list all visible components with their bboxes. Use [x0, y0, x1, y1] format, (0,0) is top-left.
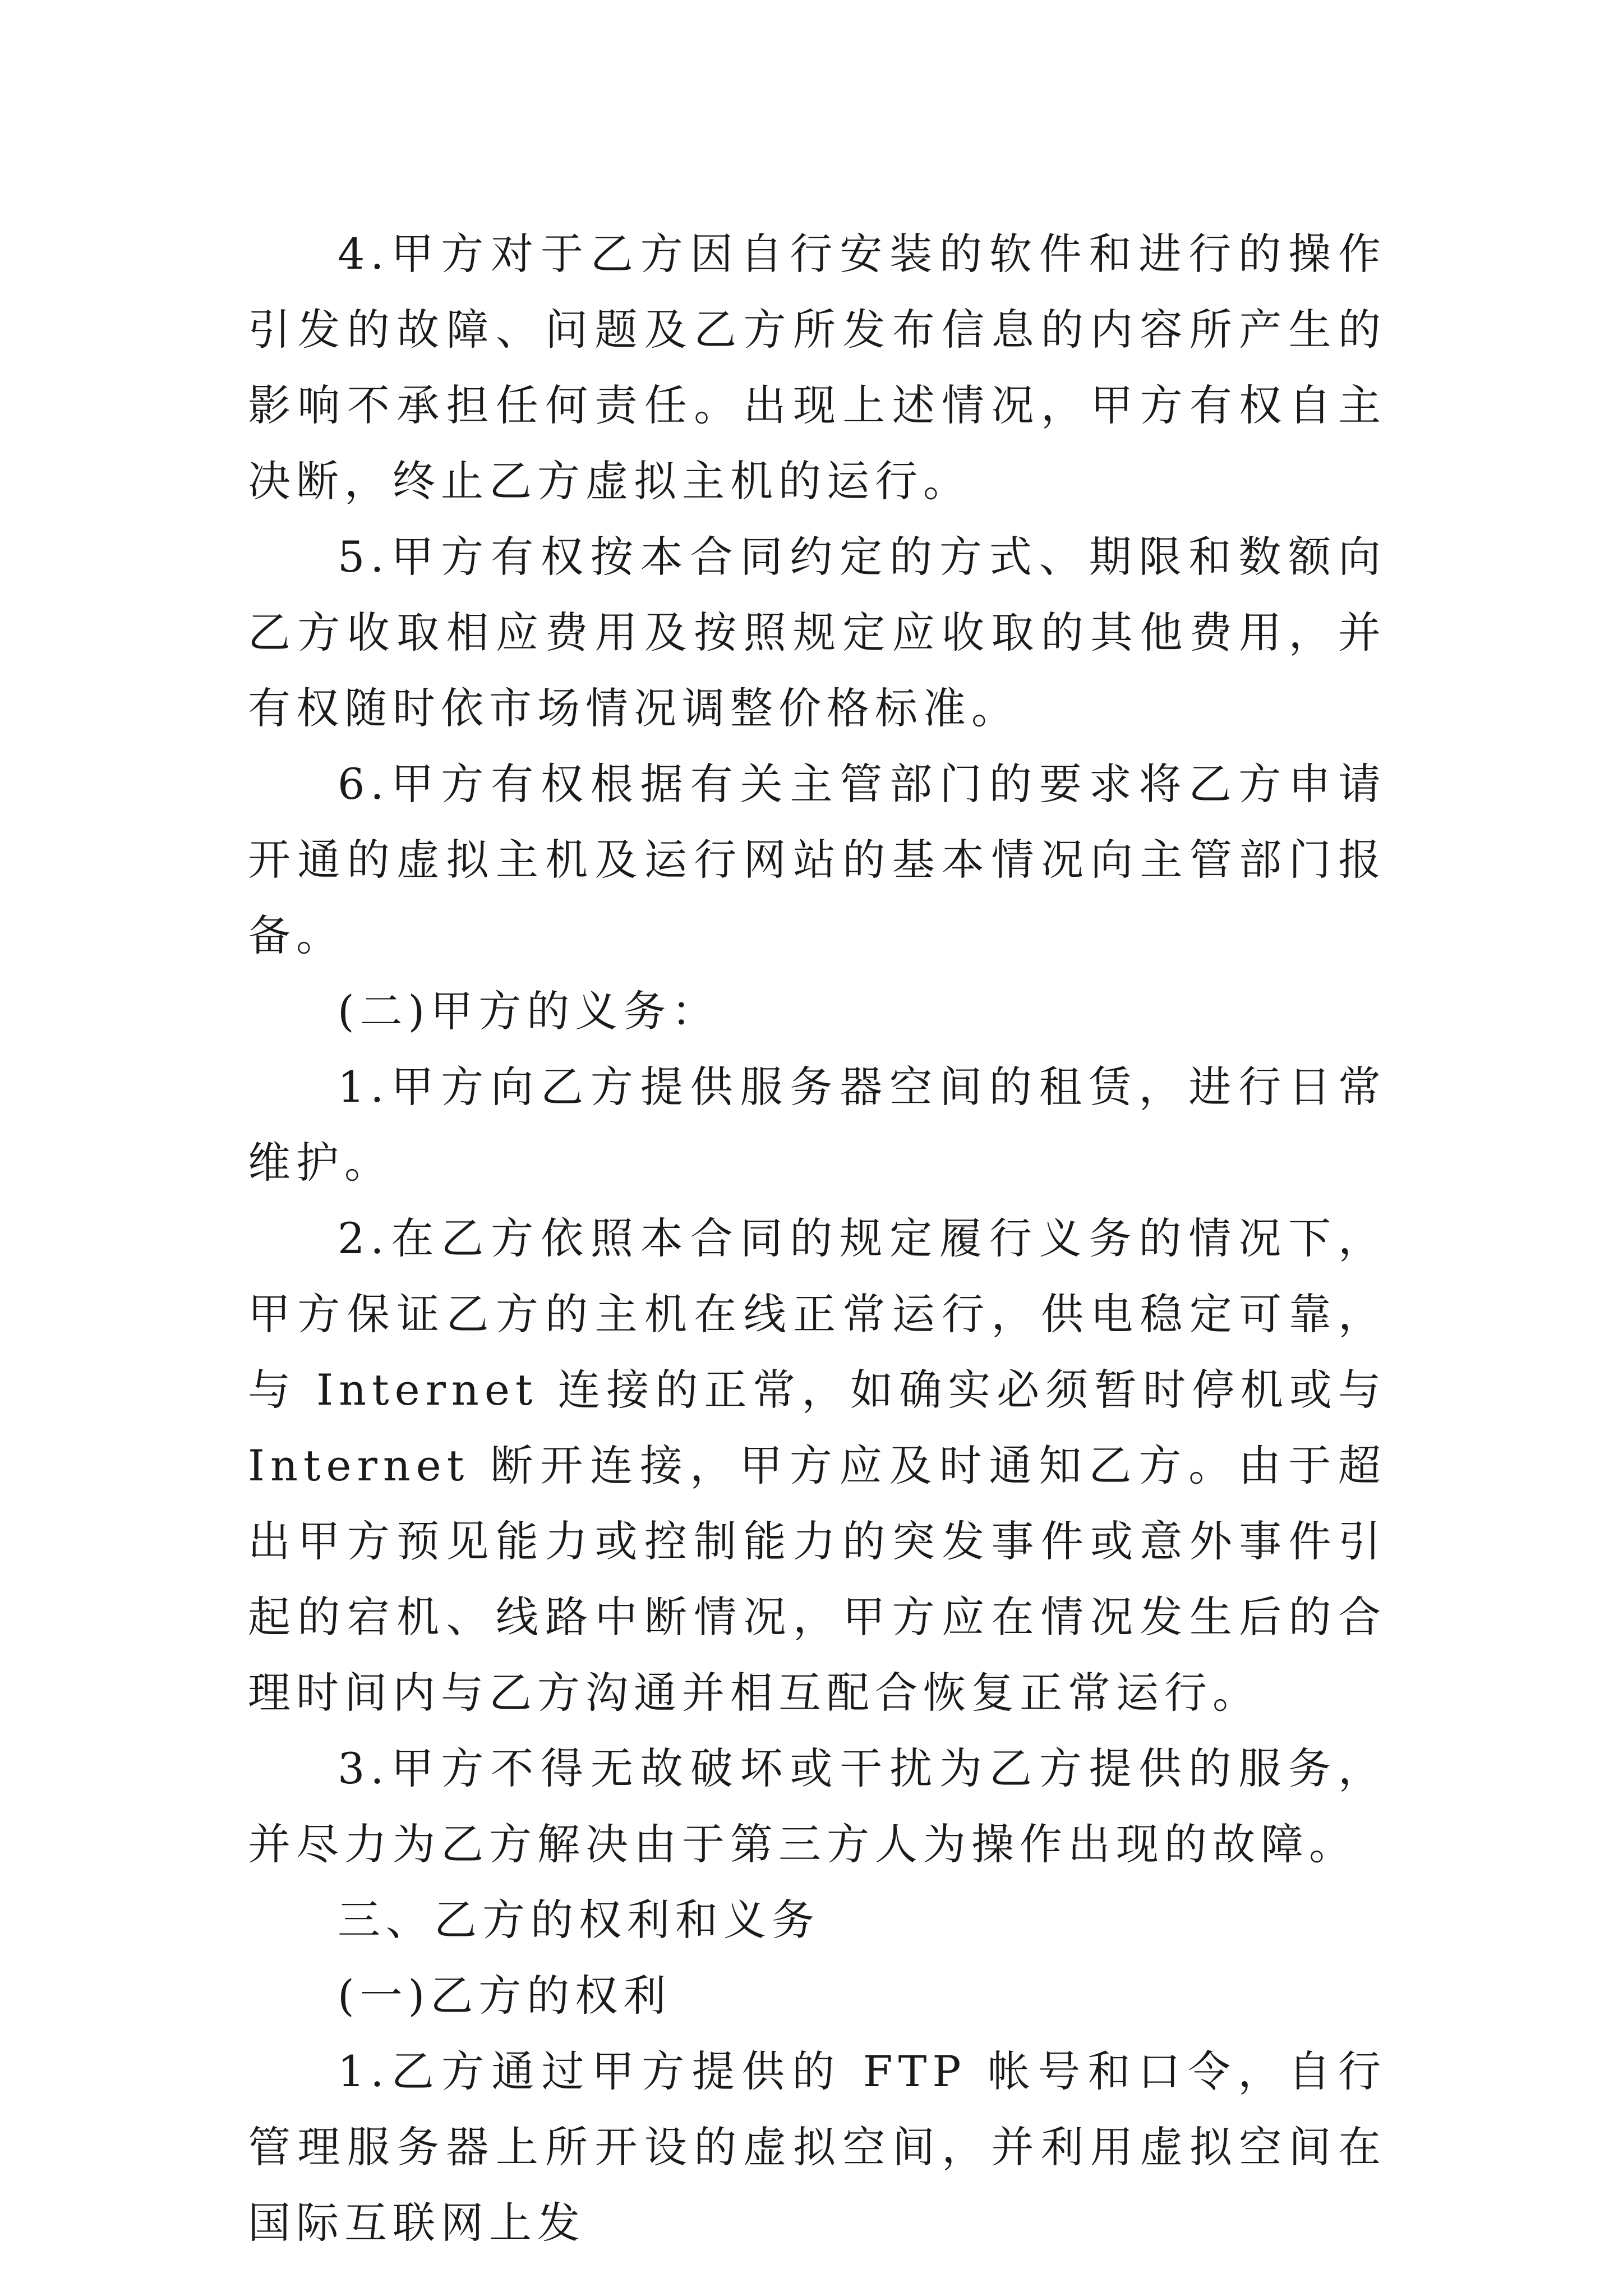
paragraph-obligation-2: 2.在乙方依照本合同的规定履行义务的情况下，甲方保证乙方的主机在线正常运行，供电稳定可靠，与 Internet 连接的正常，如确实必须暂时停机或与 Internet 断开连接，甲方应及时通知乙方。由于超出甲方预见能力或控制能力的突发事件或意外事件引起的宕机、线路中断情况，甲方应在情况发生后的合理时间内与乙方沟通并相互配合恢复正常运行。 — [248, 1213, 1386, 1718]
section-heading-party-b-rights: (一)乙方的权利 — [338, 1971, 672, 2021]
paragraph-obligation-3: 3.甲方不得无故破坏或干扰为乙方提供的服务，并尽力为乙方解决由于第三方人为操作出现的故障。 — [248, 1743, 1386, 1869]
paragraph-obligation-1: 1.甲方向乙方提供服务器空间的租赁，进行日常维护。 — [248, 1062, 1386, 1188]
section-heading-party-a-obligations: (二)甲方的义务： — [338, 986, 720, 1036]
paragraph-right-1: 1.乙方通过甲方提供的 FTP 帐号和口令，自行管理服务器上所开设的虚拟空间，并利用虚拟空间在国际互联网上发 — [248, 2046, 1386, 2248]
document-body — [248, 216, 1386, 2261]
paragraph-clause-4: 4.甲方对于乙方因自行安装的软件和进行的操作引发的故障、问题及乙方所发布信息的内容所产生的影响不承担任何责任。出现上述情况，甲方有权自主决断，终止乙方虚拟主机的运行。 — [248, 229, 1386, 506]
section-heading-party-b: 三、乙方的权利和义务 — [338, 1895, 820, 1945]
paragraph-clause-6: 6.甲方有权根据有关主管部门的要求将乙方申请开通的虚拟主机及运行网站的基本情况向主管部门报备。 — [248, 759, 1386, 960]
paragraph-clause-5: 5.甲方有权按本合同约定的方式、期限和数额向乙方收取相应费用及按照规定应收取的其他费用，并有权随时依市场情况调整价格标准。 — [248, 532, 1386, 733]
